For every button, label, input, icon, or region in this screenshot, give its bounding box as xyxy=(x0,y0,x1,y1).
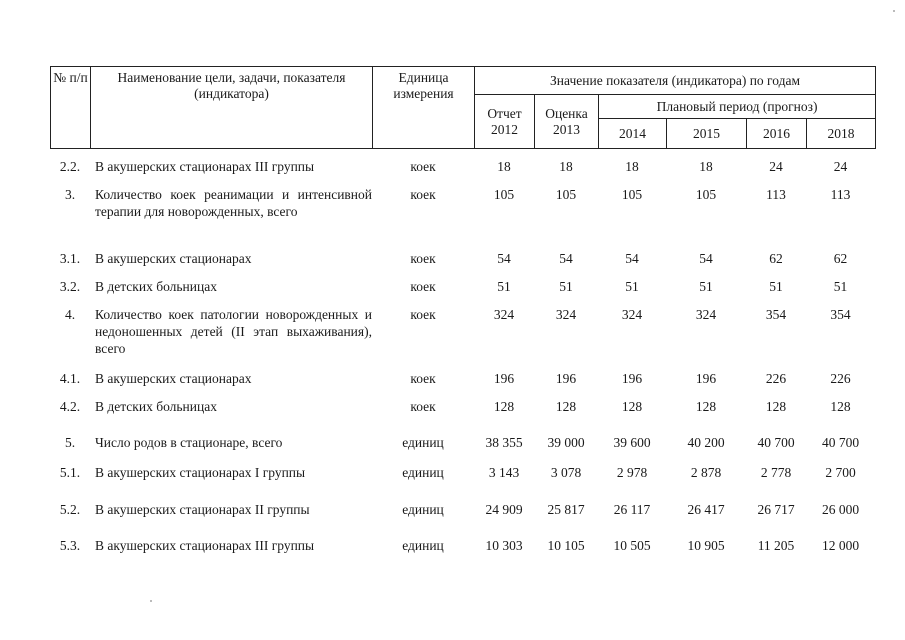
row-value-2016: 128 xyxy=(765,399,787,414)
row-value-2015: 40 200 xyxy=(687,435,725,450)
row-value-2018: 2 700 xyxy=(825,465,856,480)
scan-speck xyxy=(150,600,152,602)
row-value-2013: 25 817 xyxy=(547,502,585,517)
header-estimate-2013: Оценка 2013 xyxy=(535,95,599,149)
row-value-2014: 10 505 xyxy=(613,538,651,553)
row-value-2013: 51 xyxy=(559,279,573,294)
row-value-2013: 105 xyxy=(555,187,577,202)
row-name: Количество коек реанимации и интенсивной терапии для новорожденных, всего xyxy=(95,187,372,219)
header-name: Наименование цели, задачи, показателя (индикатора) xyxy=(91,67,373,149)
indicator-table-header xyxy=(50,66,876,149)
row-unit: единиц xyxy=(402,538,444,553)
header-year-2016: 2016 xyxy=(747,119,807,149)
row-value-2015: 2 878 xyxy=(690,465,722,480)
row-value-2015: 10 905 xyxy=(687,538,725,553)
row-value-2014: 105 xyxy=(621,187,643,202)
row-value-2015: 54 xyxy=(699,251,713,266)
row-unit: коек xyxy=(410,279,436,294)
header-num: № п/п xyxy=(51,67,91,149)
row-num: 5.2. xyxy=(59,502,81,517)
row-value-2016: 354 xyxy=(765,307,787,322)
row-value-2015: 51 xyxy=(699,279,713,294)
row-num: 3.2. xyxy=(59,279,81,294)
row-value-2016: 226 xyxy=(765,371,787,386)
row-value-2012: 18 xyxy=(497,159,511,174)
row-name: В акушерских стационарах xyxy=(95,251,252,266)
row-value-2018: 26 000 xyxy=(821,502,860,517)
header-year-2018: 2018 xyxy=(807,119,876,149)
row-value-2015: 26 417 xyxy=(687,502,725,517)
row-value-2015: 128 xyxy=(695,399,717,414)
row-value-2015: 105 xyxy=(695,187,717,202)
header-plan-title: Плановый период (прогноз) xyxy=(599,95,876,119)
row-value-2012: 24 909 xyxy=(485,502,523,517)
row-value-2013: 3 078 xyxy=(550,465,582,480)
row-value-2013: 39 000 xyxy=(547,435,585,450)
row-name: В акушерских стационарах III группы xyxy=(95,159,315,174)
scan-speck xyxy=(893,10,895,12)
row-unit: коек xyxy=(410,399,436,414)
row-unit: коек xyxy=(410,187,436,202)
row-value-2015: 18 xyxy=(699,159,713,174)
row-value-2018: 40 700 xyxy=(821,435,860,450)
row-value-2018: 12 000 xyxy=(821,538,860,553)
row-value-2018: 113 xyxy=(830,187,851,202)
row-unit: коек xyxy=(410,371,436,386)
row-num: 5. xyxy=(64,435,76,450)
row-value-2012: 324 xyxy=(493,307,515,322)
row-value-2013: 128 xyxy=(555,399,577,414)
row-name: Число родов в стационаре, всего xyxy=(95,435,283,450)
header-report-2012: Отчет 2012 xyxy=(475,95,535,149)
row-value-2015: 196 xyxy=(695,371,717,386)
row-value-2016: 62 xyxy=(769,251,783,266)
row-value-2012: 54 xyxy=(497,251,511,266)
row-value-2012: 51 xyxy=(497,279,511,294)
row-unit: единиц xyxy=(402,465,444,480)
row-value-2013: 10 105 xyxy=(547,538,585,553)
row-value-2016: 51 xyxy=(769,279,783,294)
row-name: В детских больницах xyxy=(95,279,217,294)
row-value-2016: 26 717 xyxy=(757,502,795,517)
row-value-2014: 324 xyxy=(621,307,643,322)
row-value-2013: 18 xyxy=(559,159,573,174)
row-value-2014: 54 xyxy=(625,251,639,266)
row-value-2018: 354 xyxy=(830,307,851,322)
row-num: 5.1. xyxy=(59,465,81,480)
row-value-2016: 40 700 xyxy=(757,435,795,450)
header-values-title: Значение показателя (индикатора) по годам xyxy=(475,67,876,95)
row-value-2014: 128 xyxy=(621,399,643,414)
row-name: В акушерских стационарах I группы xyxy=(95,465,306,480)
row-unit: коек xyxy=(410,251,436,266)
row-value-2012: 3 143 xyxy=(488,465,520,480)
row-value-2018: 51 xyxy=(833,279,848,294)
row-value-2012: 196 xyxy=(493,371,515,386)
header-year-2015: 2015 xyxy=(667,119,747,149)
row-num: 4.2. xyxy=(59,399,81,414)
row-value-2018: 62 xyxy=(833,251,848,266)
row-value-2014: 196 xyxy=(621,371,643,386)
row-num: 3.1. xyxy=(59,251,81,266)
row-value-2016: 113 xyxy=(766,187,786,202)
row-num: 5.3. xyxy=(59,538,81,553)
row-name: В детских больницах xyxy=(95,399,217,414)
row-value-2012: 10 303 xyxy=(485,538,523,553)
row-name: Количество коек патологии новорожденных и недоношенных детей (II этап выхаживания), всего xyxy=(95,307,372,356)
row-value-2013: 54 xyxy=(559,251,573,266)
row-value-2012: 128 xyxy=(493,399,515,414)
row-num: 3. xyxy=(64,187,76,202)
row-unit: единиц xyxy=(402,435,444,450)
row-num: 2.2. xyxy=(59,159,81,174)
row-value-2014: 26 117 xyxy=(613,502,651,517)
row-name: В акушерских стационарах xyxy=(95,371,252,386)
row-name: В акушерских стационарах III группы xyxy=(95,538,315,553)
row-name: В акушерских стационарах II группы xyxy=(95,502,310,517)
row-num: 4. xyxy=(64,307,76,322)
row-value-2015: 324 xyxy=(695,307,717,322)
header-unit: Единица измерения xyxy=(373,67,475,149)
header-year-2014: 2014 xyxy=(599,119,667,149)
row-value-2016: 11 205 xyxy=(757,538,795,553)
row-unit: единиц xyxy=(402,502,444,517)
row-unit: коек xyxy=(410,159,436,174)
row-value-2014: 2 978 xyxy=(616,465,648,480)
row-value-2012: 105 xyxy=(493,187,515,202)
row-value-2014: 51 xyxy=(625,279,639,294)
row-value-2014: 18 xyxy=(625,159,639,174)
row-num: 4.1. xyxy=(59,371,81,386)
row-value-2018: 226 xyxy=(830,371,851,386)
row-value-2016: 2 778 xyxy=(760,465,792,480)
row-value-2018: 24 xyxy=(833,159,848,174)
row-value-2016: 24 xyxy=(769,159,783,174)
row-value-2018: 128 xyxy=(830,399,851,414)
row-value-2013: 196 xyxy=(555,371,577,386)
row-unit: коек xyxy=(410,307,436,322)
row-value-2014: 39 600 xyxy=(613,435,651,450)
row-value-2012: 38 355 xyxy=(485,435,523,450)
row-value-2013: 324 xyxy=(555,307,577,322)
